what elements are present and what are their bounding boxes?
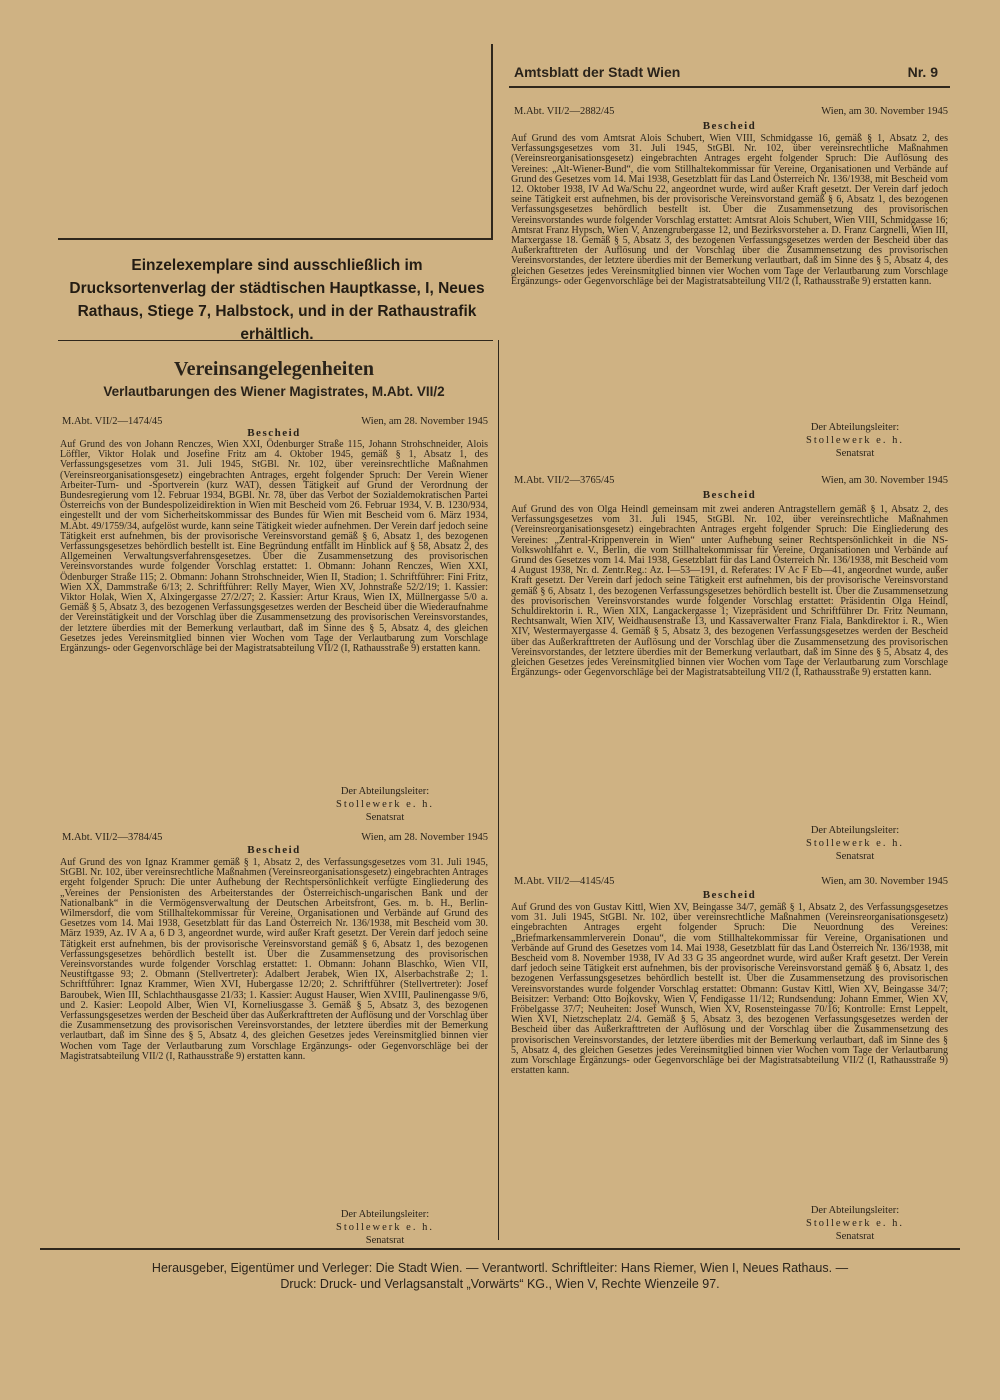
entry-body: Auf Grund des von Johann Renczes, Wien XXI, Ödenburger Straße 115, Johann Strohschneider, Alois Löffler, Viktor Holak und Josefine Fritz am 4. Oktober 1945, gemäß § 1, Absatz 1, des Verfassungsgesetzes vom 31. Juli 1945, StGBl. Nr. 102, über vereinsrechtliche Maßnahmen (Vereinsreorganisationsgesetz) eingebrachten Antrages, ergeht folgender Spruch: Der Verein Wiener Arbeiter-Turn- und -Sportverein (kurz WAT), dessen Tätigkeit auf Grund der Verordnung der Bundesregierung vom 12. Februar 1934, BGBl. Nr. 78, über das Verbot der Sozialdemokratischen Partei Österreichs von der Bundespolizeidirektion in Wien mit Bescheid vom 26. Februar 1934, V. B. 1230/934, eingestellt und der vom Sicherheitskommissar des Bundes für Wien mit Bescheid vom 6. März 1934, M.Abt. 49/1759/34, aufgelöst wurde, kann seine Tätigkeit wieder aufnehmen. Der Verein darf jedoch seine Tätigkeit erst aufnehmen, bis der provisorische Vereinsvorstand gemäß § 6, Absatz 1, des bezogenen Verfassungsgesetzes behördlich bestellt ist. Eine Begründung entfällt im Hinblick auf § 58, Absatz 2, des Allgemeinen Verwaltungsverfahrensgesetzes. Über die Zusammensetzung des provisorischen Vereinsvorstandes wurde folgender Vorschlag erstattet: 1. Obmann: Johann Renczes, Wien XXI, Ödenburger Straße 115; 2. Obmann: Johann Strohschneider, Wien II, Stadion; 1. Schriftführer: Fini Fritz, Wien XX, Dammstraße 6/13; 2. Schriftführer: Relly Mayer, Wien XV, Johnstraße 52/2/19; 1. Kassier: Viktor Holak, Wien X, Alxingergasse 27/2/27; 2. Kassier: Artur Kraus, Wien IX, Müllnergasse 5/0 a. Gemäß § 5, Absatz 3, des bezogenen Verfassungsgesetzes werden der Bescheid über die Wiederaufnahme der Vereinstätigkeit und der Vorschlag über die Zusammensetzung des provisorischen Vereinsvorstandes, der letztere überdies mit der Bemerkung verlautbart, daß im Sinne des § 5, Absatz 4, des gleichen Gesetzes jedes Vereinsmitglied binnen vier Wochen vom Tage der Verlautbarung zum Vorschlage Ergänzungs- oder Gegenvorschläge bei der Magistratsabteilung VII/2 (I, Rathausstraße 9) erstatten kann. [60,439,488,655]
entry-body: Auf Grund des von Gustav Kittl, Wien XV, Beingasse 34/7, gemäß § 1, Absatz 2, des Verfassungsgesetzes vom 31. Juli 1945, StGBl. Nr. 102, über vereinsrechtliche Maßnahmen (Vereinsreorganisationsgesetz) eingebrachten Antrages ergeht folgender Spruch: Die Neuordnung des Vereines: „Briefmarkensammlerverein Donau“, die vom Stillhaltekommissar für Vereine, Organisationen und Verbände auf Grund des Gesetzes vom 14. Mai 1938, Gesetzblatt für das Land Österreich Nr. 136/1938, mit Bescheid vom 8. November 1938, IV Ad 33 G 35 angeordnet wurde, wird außer Kraft gesetzt. Der Verein darf jedoch seine Tätigkeit erst aufnehmen, bis der provisorische Vereinsvorstand gemäß § 6, Absatz 1, des bezogenen Verfassungsgesetzes behördlich bestellt ist. Über die Zusammensetzung des provisorischen Vereinsvorstandes wurde folgender Vorschlag erstattet: Obmann: Gustav Kittl, Wien XV, Beingasse 34/7; Beisitzer: Verband: Otto Bojkovsky, Wien V, Fendigasse 11/12; Rundsendung: Johann Emmer, Wien XV, Fröbelgasse 37/7; Neuheiten: Josef Wunsch, Wien XV, Rosensteingasse 70/16; Kontrolle: Ernst Leppelt, Wien XVI, Nietzscheplatz 2/4. Gemäß § 5, Absatz 3, des bezogenen Verfassungsgesetzes werden der Bescheid über das Außerkrafttreten der Auflösung und der Vorschlag über die Zusammensetzung des provisorischen Vereinsvorstandes, der letztere überdies mit der Bemerkung verlautbart, daß im Sinne des § 5, Absatz 4, des gleichen Gesetzes jedes Vereinsmitglied binnen vier Wochen vom Tage der Verlautbarung zum Vorschlage Ergänzungs- oder Gegenvorschläge bei der Magistratsabteilung VII/2 (I, Rathausstraße 9) erstatten kann. [511,902,948,1077]
signature-rank: Senatsrat [365,1235,405,1246]
top-block-bottom-rule [58,238,493,240]
entry-signature [760,1204,950,1243]
imprint-footer [40,1260,960,1292]
issue-number: Nr. 9 [907,64,938,80]
signature-rank: Senatsrat [365,812,405,823]
entry-date: Wien, am 30. November 1945 [821,876,948,887]
entry-heading: Bescheid [247,427,301,439]
section-subtitle: Verlautbarungen des Wiener Magistrates, M.Abt. VII/2 [103,384,445,399]
entry-date: Wien, am 30. November 1945 [821,475,948,486]
top-vertical-rule [491,44,493,240]
signature-title: Der Abteilungsleiter: [340,1209,430,1220]
imprint-line-2: Druck: Druck- und Verlagsanstalt „Vorwärts“ KG., Wien V, Rechte Wienzeile 97. [280,1277,720,1291]
signature-rank: Senatsrat [835,851,875,862]
entry-heading: Bescheid [247,844,301,856]
signature-title: Der Abteilungsleiter: [340,786,430,797]
signature-name: Stollewerk e. h. [806,1218,904,1229]
entry-heading: Bescheid [702,489,757,501]
imprint-line-1: Herausgeber, Eigentümer und Verleger: Die Stadt Wien. — Verantwortl. Schriftleiter: Hans Riemer, Wien I, Neues Rathaus. — [151,1261,849,1275]
journal-title: Amtsblatt der Stadt Wien [514,64,681,80]
column-divider [498,340,499,1240]
signature-name: Stollewerk e. h. [336,1222,434,1233]
entry-ref: M.Abt. VII/2—3765/45 [514,475,615,486]
entry-body: Auf Grund des vom Amtsrat Alois Schubert, Wien VIII, Schmidgasse 16, gemäß § 1, Absatz 2, des Verfassungsgesetzes vom 31. Juli 1945, StGBl. Nr. 102, über vereinsrechtliche Maßnahmen (Vereinsreorganisationsgesetz) eingebrachten Antrages ergeht folgender Spruch: Die Auflösung des Vereines: „Alt-Wiener-Bund“, die vom Stillhaltekommissar für Vereine, Organisationen und Verbände auf Grund des Gesetzes vom 14. Mai 1938, Gesetzblatt für das Land Österreich Nr. 136/1938, mit Bescheid vom 12. Oktober 1938, IV Ad Wa/Schu 22, angeordnet wurde, wird außer Kraft gesetzt. Der Verein darf jedoch seine Tätigkeit erst aufnehmen, bis der provisorische Vereinsvorstand gemäß § 6, Absatz 1, des bezogenen Verfassungsgesetzes behördlich bestellt ist. Über die Zusammensetzung des provisorischen Vereinsvorstandes wurde folgender Vorschlag erstattet: Amtsrat Alois Schubert, Wien VIII, Schmidgasse 16; Amtsrat Franz Hypsch, Wien V, Anzengrubergasse 12, und Bezirksvorsteher a. D. Franz Cargnelli, Wien III, Marxergasse 18. Gemäß § 5, Absatz 3, des bezogenen Verfassungsgesetzes werden der Bescheid über das Außerkrafttreten der Auflösung und der Vorschlag über die Zusammensetzung des provisorischen Vereinsvorstandes, der letztere überdies mit der Bemerkung verlautbart, daß im Sinne des § 5, Absatz 4, des gleichen Gesetzes jedes Vereinsmitglied binnen vier Wochen vom Tage der Verlautbarung zum Vorschlage Ergänzungs- oder Gegenvorschläge bei der Magistratsabteilung VII/2 (I, Rathausstraße 9) erstatten kann. [511,133,948,287]
signature-name: Stollewerk e. h. [336,799,434,810]
entry-signature [290,785,480,824]
entry-body: Auf Grund des von Olga Heindl gemeinsam mit zwei anderen Antragstellern gemäß § 1, Absatz 2, des Verfassungsgesetzes vom 31. Juli 1945, StGBl. Nr. 102, über vereinsrechtliche Maßnahmen (Vereinsreorganisationsgesetz) eingebrachten Antrages ergeht folgender Spruch: Die Eingliederung des Vereines: „Zentral-Krippenverein in Wien“ unter Aufhebung seiner Rechtspersönlichkeit in die NS-Volkswohlfahrt e. V., Berlin, die vom Stillhaltekommissar für Vereine, Organisationen und Verbände auf Grund des Gesetzes vom 14. Mai 1938, Gesetzblatt für das Land Österreich Nr. 136/1938, mit Bescheid vom 4 August 1938, Nr. d. Zentr.Reg.: Az. I—53—191, d. Referates: IV Ac F Eb—41, angeordnet wurde, außer Kraft gesetzt. Der Verein darf jedoch seine Tätigkeit erst aufnehmen, bis der provisorische Vereinsvorstand gemäß § 6, Absatz 1, des bezogenen Verfassungsgesetzes behördlich bestellt ist. Über die Zusammensetzung des provisorischen Vereinsvorstandes wurde folgender Vorschlag erstattet: Präsidentin Olga Heindl, Schuldirektorin i. R., Wien XIX, Langackergasse 1; Vizepräsident und Schriftführer Dr. Fritz Neumann, Rechtsanwalt, Wien XIV, Weidhausenstraße 13, und Kassaverwalter Franz Fiala, Bankdirektor i. R., Wien XIV, Westermayergasse 4. Gemäß § 5, Absatz 3, des bezogenen Verfassungsgesetzes werden der Bescheid über das Außerkrafttreten der Auflösung und der Vorschlag über die Zusammensetzung des provisorischen Vereinsvorstandes, der letztere überdies mit der Bemerkung verlautbart, daß im Sinne des § 5, Absatz 4, des gleichen Gesetzes jedes Vereinsmitglied binnen vier Wochen vom Tage der Verlautbarung zum Vorschlage Ergänzungs- oder Gegenvorschläge bei der Magistratsabteilung VII/2 (I, Rathausstraße 9) erstatten kann. [511,504,948,679]
entry-signature [290,1208,480,1247]
page-header [514,64,938,84]
entry-date: Wien, am 30. November 1945 [821,106,948,117]
signature-title: Der Abteilungsleiter: [810,1205,900,1216]
entry-date: Wien, am 28. November 1945 [361,832,488,843]
entry-ref: M.Abt. VII/2—4145/45 [514,876,615,887]
signature-title: Der Abteilungsleiter: [810,422,900,433]
footer-top-rule [40,1248,960,1250]
entry-heading: Bescheid [702,120,757,132]
entry-ref: M.Abt. VII/2—3784/45 [62,832,163,843]
section-title: Vereinsangelegenheiten [174,358,374,380]
entry-ref: M.Abt. VII/2—1474/45 [62,416,163,427]
entry-heading: Bescheid [702,889,757,901]
signature-title: Der Abteilungsleiter: [810,825,900,836]
notice-text: Einzelexemplare sind ausschließlich im Drucksortenverlag der städtischen Hauptkasse, I, Neues Rathaus, Stiege 7, Halbstock, und in der Rathaustrafik erhältlich. [69,257,485,343]
entry-signature [760,824,950,863]
signature-name: Stollewerk e. h. [806,838,904,849]
entry-body: Auf Grund des von Ignaz Krammer gemäß § 1, Absatz 2, des Verfassungsgesetzes vom 31. Juli 1945, StGBl. Nr. 102, über vereinsrechtliche Maßnahmen (Vereinsreorganisationsgesetz) eingebrachten Antrages ergeht folgender Spruch: Die unter Aufhebung der Rechtspersönlichkeit verfügte Eingliederung des „Vereines der Pensionisten des Arbeiterstandes der Österreichisch-ungarischen Bank und der Nationalbank“ in die Vermögensverwaltung der Deutschen Arbeitsfront, Ges. m. b. H., Berlin-Wilmersdorf, die vom Stillhaltekommissar für Vereine, Organisationen und Verbände auf Grund des Gesetzes vom 14. Mai 1938, Gesetzblatt für das Land Österreich Nr. 136/1938, mit Bescheid vom 30. März 1939, Az. IV A a, 6 D 3, angeordnet wurde, wird außer Kraft gesetzt. Der Verein darf jedoch seine Tätigkeit erst aufnehmen, bis der provisorische Vereinsvorstand gemäß § 6, Absatz 1, des bezogenen Verfassungsgesetzes behördlich bestellt ist. Über die Zusammensetzung des provisorischen Vereinsvorstandes wurde folgender Vorschlag erstattet: 1. Obmann: Johann Blaschko, Wien VII, Neustiftgasse 93; 2. Obmann (Stellvertreter): Adalbert Jerabek, Wien IX, Alserbachstraße 2; 1. Schriftführer: Ignaz Krammer, Wien XVI, Hubergasse 12/20; 2. Schriftführer (Stellvertreter): Josef Baroubek, Wien III, Schlachthausgasse 21/33; 1. Kassier: August Hauser, Wien XVIII, Paulinengasse 9/6, und 2. Kasier: Leopold Alber, Wien VI, Korneliusgasse 3. Gemäß § 5, Absatz 3, des bezogenen Verfassungsgesetzes werden der Bescheid über das Außerkrafttreten der Auflösung und der Vorschlag über die Zusammensetzung des provisorischen Vereinsvorstandes, der letztere überdies mit der Bemerkung verlautbart, daß im Sinne des § 5, Absatz 4, des gleichen Gesetzes jedes Vereinsmitglied binnen vier Wochen vom Tage der Verlautbarung zum Vorschlage Ergänzungs- oder Gegenvorschläge bei der Magistratsabteilung VII/2 (I, Rathausstraße 9) erstatten kann. [60,857,488,1062]
signature-rank: Senatsrat [835,1231,875,1242]
entry-signature [760,421,950,460]
signature-rank: Senatsrat [835,448,875,459]
signature-name: Stollewerk e. h. [806,435,904,446]
entry-date: Wien, am 28. November 1945 [361,416,488,427]
entry-ref: M.Abt. VII/2—2882/45 [514,106,615,117]
header-rule [509,86,950,88]
